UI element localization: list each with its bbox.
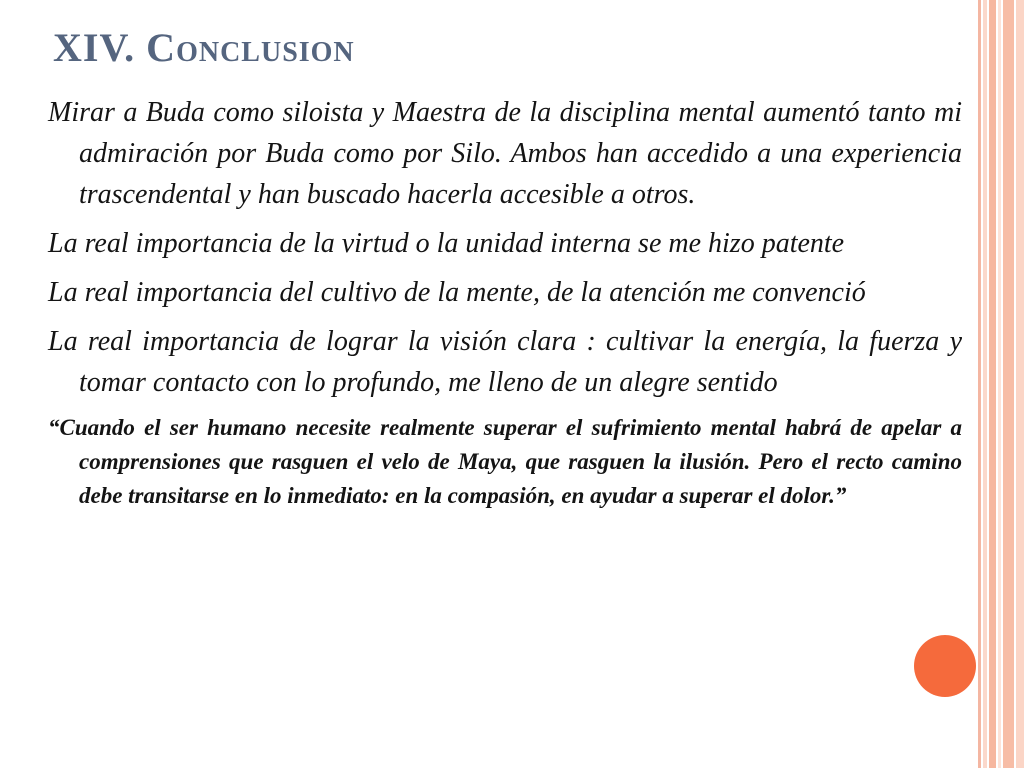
- decorative-stripe: [978, 0, 981, 768]
- slide-title: XIV. Conclusion: [53, 25, 355, 70]
- decorative-stripe: [989, 0, 996, 768]
- decorative-stripe: [1016, 0, 1024, 768]
- body-paragraph-3: La real importancia del cultivo de la mente, de la atención me convenció: [48, 277, 866, 308]
- body-paragraph-1: Mirar a Buda como siloista y Maestra de la disciplina mental aumentó tanto mi admiración por Buda como por Silo. Ambos han accedido a una experiencia trascendental y han buscado hacerla accesible a otros.: [48, 97, 962, 210]
- closing-quote: “Cuando el ser humano necesite realmente superar el sufrimiento mental habrá de apelar a comprensiones que rasguen el velo de Maya, que rasguen la ilusión. Pero el recto camino debe transitarse en lo inmediato: en la compasión, en ayudar a superar el dolor.”: [48, 415, 962, 508]
- decorative-stripe: [983, 0, 987, 768]
- decorative-circle: [914, 635, 976, 697]
- body-paragraph-4: La real importancia de lograr la visión clara : cultivar la energía, la fuerza y tomar contacto con lo profundo, me lleno de un alegre sentido: [48, 326, 962, 398]
- decorative-stripe: [1003, 0, 1014, 768]
- decorative-stripe: [998, 0, 1001, 768]
- body-paragraph-2: La real importancia de la virtud o la unidad interna se me hizo patente: [48, 228, 845, 259]
- slide-body: [48, 92, 962, 513]
